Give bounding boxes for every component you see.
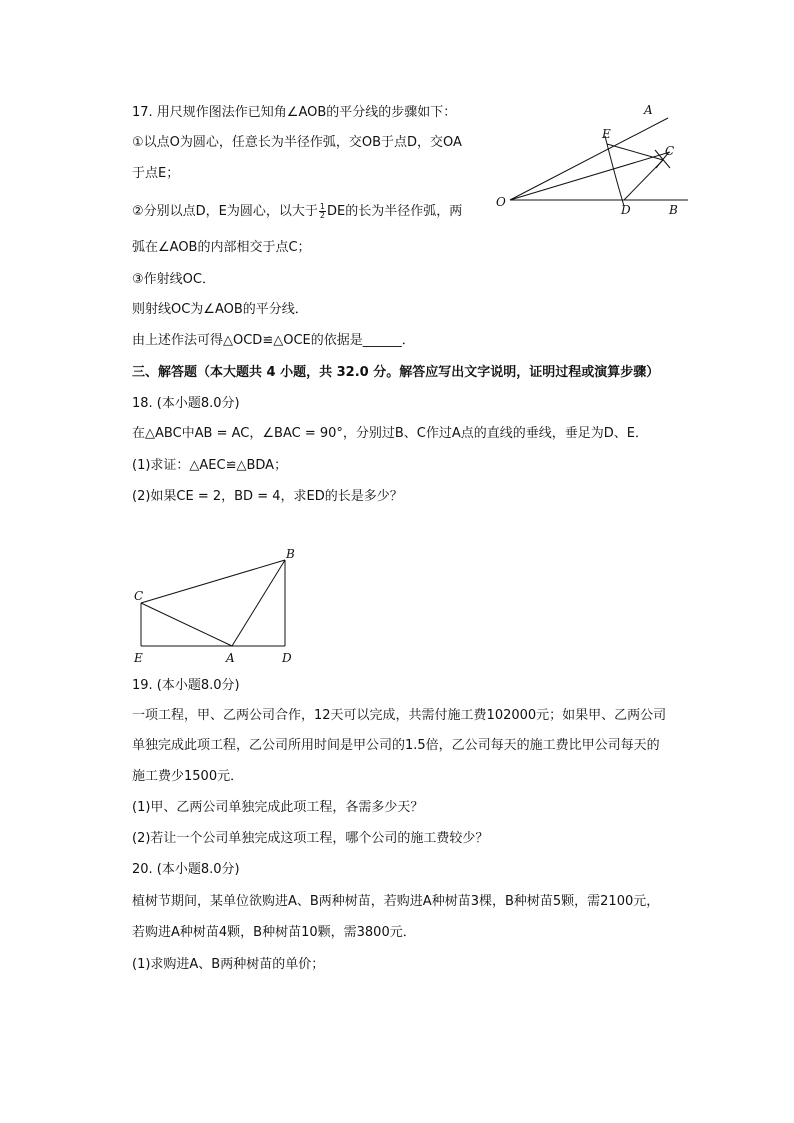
label-b: B	[669, 203, 678, 217]
q18-stem: 在△ABC中AB = AC，∠BAC = 90°，分别过B、C作过A点的直线的垂线，垂足为D、E．	[132, 426, 648, 441]
q19-line1: 一项工程，甲、乙两公司合作，12天可以完成，共需付施工费102000元；如果甲、乙两公司	[132, 708, 667, 723]
q19-line3: 施工费少1500元．	[132, 769, 244, 784]
q17-line4-end: DE的长为半径作弧，两	[326, 204, 463, 219]
label-d: D	[621, 203, 631, 217]
label-e: E	[602, 127, 611, 141]
q19-part2: (2)若让一个公司单独完成这项工程，哪个公司的施工费较少？	[132, 831, 489, 846]
q17-line5: 弧在∠AOB的内部相交于点C；	[132, 240, 311, 255]
q17-line7: 则射线OC为∠AOB的平分线．	[132, 302, 308, 317]
fraction-denominator: 2	[319, 211, 325, 220]
q20-part1: (1)求购进A、B两种树苗的单价；	[132, 957, 325, 972]
q17-line2: ①以点O为圆心，任意长为半径作弧，交OB于点D，交OA	[132, 135, 462, 150]
q17-line1: 17. 用尺规作图法作已知角∠AOB的平分线的步骤如下：	[132, 105, 457, 120]
label-a: A	[644, 103, 653, 117]
q19-part1: (1)甲、乙两公司单独完成此项工程，各需多少天？	[132, 800, 424, 815]
label-a: A	[226, 651, 235, 665]
segment-ca	[141, 603, 232, 646]
q17-line8: 由上述作法可得△OCD≌△OCE的依据是______．	[132, 333, 415, 348]
q17-line6: ③作射线OC．	[132, 272, 215, 287]
label-d: D	[282, 651, 292, 665]
q19-line2: 单独完成此项工程，乙公司所用时间是甲公司的1.5倍，乙公司每天的施工费比甲公司每天的	[132, 738, 660, 753]
label-e: E	[134, 651, 143, 665]
q17-line3: 于点E；	[132, 166, 180, 181]
q20-line1: 植树节期间，某单位欲购进A、B两种树苗，若购进A种树苗3棵，B种树苗5颗，需2100元，	[132, 894, 660, 909]
label-b: B	[286, 547, 295, 561]
label-c: C	[134, 589, 144, 603]
q17-line4-start: ②分别以点D，E为圆心，以大于	[132, 204, 318, 219]
q20-title: 20. (本小题8.0分)	[132, 862, 240, 877]
q18-part1: (1)求证：△AEC≌△BDA；	[132, 458, 288, 473]
q18-part2: (2)如果CE = 2，BD = 4，求ED的长是多少？	[132, 489, 403, 504]
section-heading: 三、解答题（本大题共 4 小题，共 32.0 分。解答应写出文字说明，证明过程或演算步骤）	[132, 365, 660, 380]
q18-title: 18. (本小题8.0分)	[132, 396, 240, 411]
label-o: O	[496, 195, 506, 209]
q20-line2: 若购进A种树苗4颗，B种树苗10颗，需3800元．	[132, 925, 416, 940]
fraction-numerator: 1	[319, 202, 325, 211]
label-c: C	[665, 144, 675, 158]
q19-title: 19. (本小题8.0分)	[132, 678, 240, 693]
segment-cb	[141, 560, 285, 603]
segment-ab	[232, 560, 285, 646]
